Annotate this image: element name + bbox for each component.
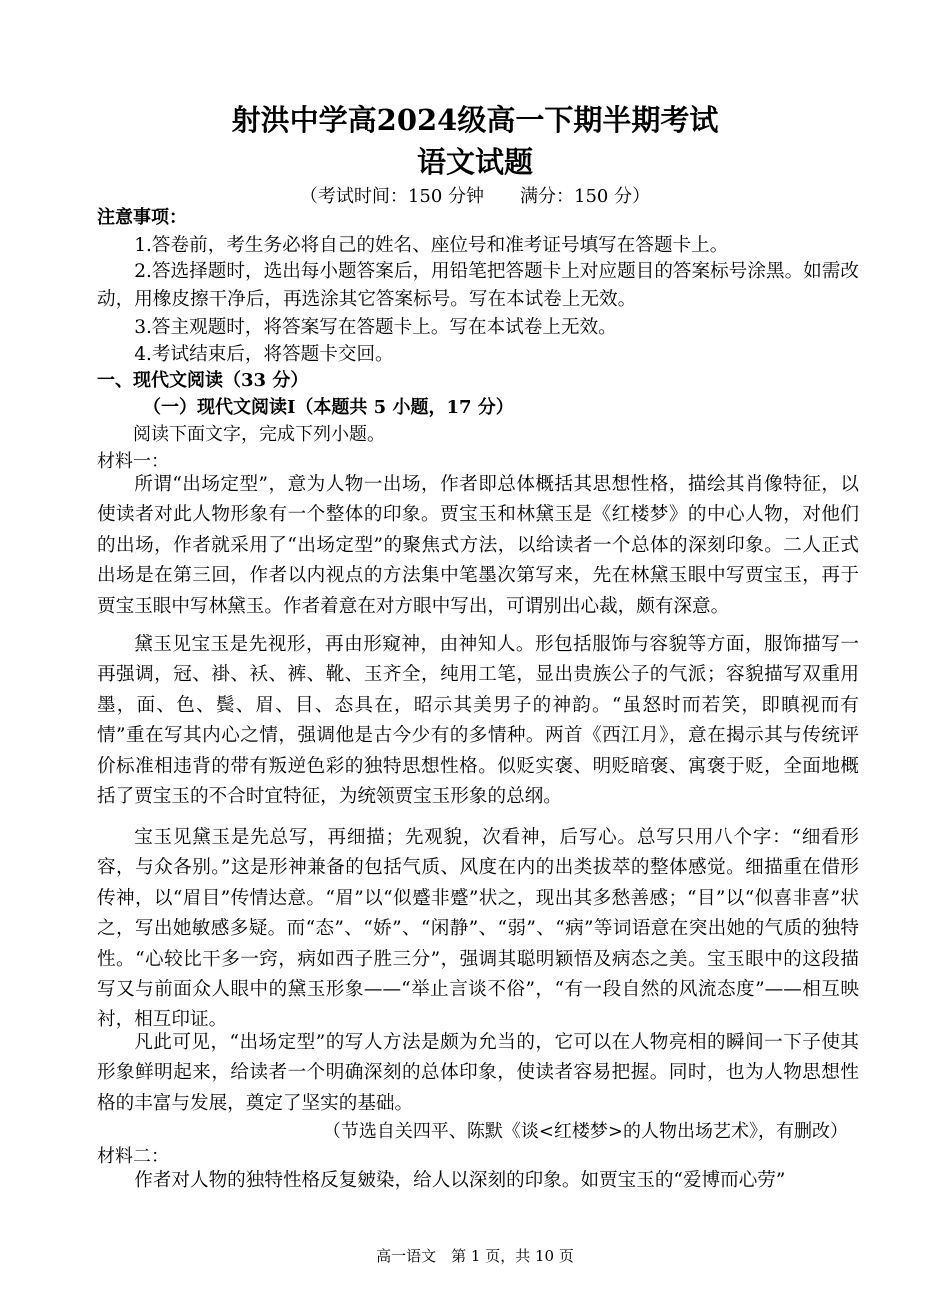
material-two-paragraph: 作者对人物的独特性格反复皴染，给人以深刻的印象。如贾宝玉的“爱博而心劳”	[134, 1170, 786, 1191]
notice-heading: 注意事项：	[97, 207, 187, 228]
material-one-label: 材料一：	[97, 451, 169, 472]
material-one-source: （节选自关四平、陈默《谈<红楼梦>的人物出场艺术》，有删改）	[322, 1121, 848, 1142]
notice-item: 1.答卷前，考生务必将自己的姓名、座位号和准考证号填写在答题卡上。	[134, 235, 729, 256]
subject-title: 语文试题	[416, 145, 533, 179]
notice-item: 2.答选择题时，选出每小题答案后，用铅笔把答题卡上对应题目的答案标号涂黑。如需改动，用橡皮擦干净后，再选涂其它答案标号。写在本试卷上无效。	[97, 261, 859, 310]
reading-instruction: 阅读下面文字，完成下列小题。	[133, 424, 385, 445]
section-heading: 一、现代文阅读（33 分）	[97, 370, 309, 391]
material-one-paragraph: 所谓“出场定型”，意为人物一出场，作者即总体概括其思想性格，描绘其肖像特征，以使读者对此人物形象有一个整体的印象。贾宝玉和林黛玉是《红楼梦》的中心人物，对他们的出场，作者就采用了“出场定型”的聚焦式方法，以给读者一个总体的深刻印象。二人正式出场是在第三回，作者以内视点的方法集中笔墨次第写来，先在林黛玉眼中写贾宝玉，再于贾宝玉眼中写林黛玉。作者着意在对方眼中写出，可谓别出心裁，颇有深意。	[97, 474, 859, 617]
exam-time-info: （考试时间：150 分钟 满分：150 分）	[299, 186, 651, 207]
subsection-heading: （一）现代文阅读Ⅰ（本题共 5 小题，17 分）	[143, 397, 514, 418]
page-footer: 高一语文 第 1 页，共 10 页	[376, 1247, 574, 1265]
material-one-paragraph: 凡此可见，“出场定型”的写人方法是颇为允当的，它可以在人物亮相的瞬间一下子使其形象鲜明起来，给读者一个明确深刻的总体印象，使读者容易把握。同时，也为人物思想性格的丰富与发展，奠定了坚实的基础。	[97, 1032, 859, 1114]
material-one-paragraph: 宝玉见黛玉是先总写，再细描；先观貌，次看神，后写心。总写只用八个字：“细看形容，与众各别。”这是形神兼备的包括气质、风度在内的出类拔萃的整体感觉。细描重在借形传神，以“眉目”传情达意。“眉”以“似蹙非蹙”状之，现出其多愁善感；“目”以“似喜非喜”状之，写出她敏感多疑。而“态”、“娇”、“闲静”、“弱”、“病”等词语意在突出她的气质的独特性。“心较比干多一窍，病如西子胜三分”，强调其聪明颖悟及病态之美。宝玉眼中的这段描写又与前面众人眼中的黛玉形象——“举止言谈不俗”，“有一段自然的风流态度”——相互映衬，相互印证。	[97, 827, 859, 1031]
notice-item: 3.答主观题时，将答案写在答题卡上。写在本试卷上无效。	[134, 317, 617, 338]
exam-title: 射洪中学高2024级高一下期半期考试	[231, 103, 719, 137]
material-two-label: 材料二：	[97, 1146, 169, 1167]
material-one-paragraph: 黛玉见宝玉是先视形，再由形窥神，由神知人。形包括服饰与容貌等方面，服饰描写一再强调，冠、褂、袄、裤、靴、玉齐全，纯用工笔，显出贵族公子的气派；容貌描写双重用墨，面、色、鬓、眉、目、态具在，昭示其美男子的神韵。“虽怒时而若笑，即瞋视而有情”重在写其内心之情，强调他是古今少有的多情种。两首《西江月》，意在揭示其与传统评价标准相违背的带有叛逆色彩的独特思想性格。似贬实褒、明贬暗褒、寓褒于贬，全面地概括了贾宝玉的不合时宜特征，为统领贾宝玉形象的总纲。	[97, 634, 859, 808]
notice-item: 4.考试结束后，将答题卡交回。	[134, 344, 394, 365]
